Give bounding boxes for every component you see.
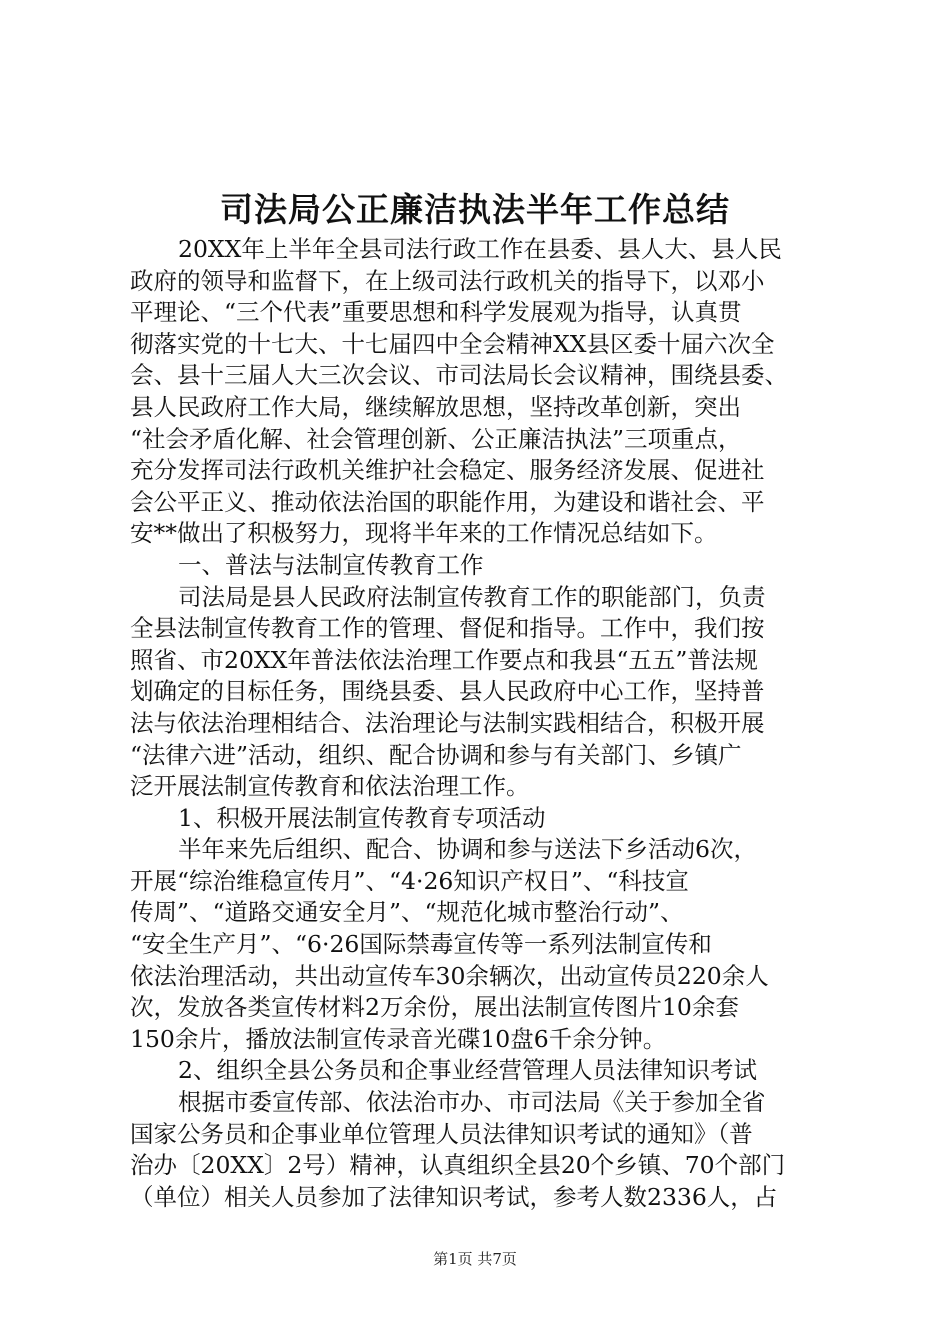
page-footer: 第1页 共7页 <box>433 1250 517 1268</box>
text-line: 治办〔20XX〕2号）精神，认真组织全县20个乡镇、70个部门 <box>130 1151 786 1180</box>
text-line: 划确定的目标任务，围绕县委、县人民政府中心工作，坚持普 <box>130 677 765 706</box>
text-line: 会、县十三届人大三次会议、市司法局长会议精神，围绕县委、 <box>130 361 788 390</box>
text-line: 20XX年上半年全县司法行政工作在县委、县人大、县人民 <box>178 235 782 263</box>
text-line: 150余片，播放法制宣传录音光碟10盘6千余分钟。 <box>130 1024 667 1053</box>
text-line: 泛开展法制宣传教育和依法治理工作。 <box>130 772 530 801</box>
text-line: 一、普法与法制宣传教育工作 <box>178 550 484 579</box>
text-line: 充分发挥司法行政机关维护社会稳定、服务经济发展、促进社 <box>130 456 765 485</box>
text-line: 彻落实党的十七大、十七届四中全会精神XX县区委十届六次全 <box>130 329 775 358</box>
text-line: 1、积极开展法制宣传教育专项活动 <box>178 803 546 832</box>
text-line: 根据市委宣传部、依法治市办、市司法局《关于参加全省 <box>178 1088 766 1117</box>
text-line: 开展“综治维稳宣传月”、“4·26知识产权日”、“科技宣 <box>130 866 689 895</box>
text-line: 照省、市20XX年普法依法治理工作要点和我县“五五”普法规 <box>130 645 758 674</box>
text-line: “安全生产月”、“6·26国际禁毒宣传等一系列法制宣传和 <box>130 930 712 959</box>
text-line: 安**做出了积极努力，现将半年来的工作情况总结如下。 <box>130 519 718 548</box>
text-line: 传周”、“道路交通安全月”、“规范化城市整治行动”、 <box>130 898 684 927</box>
text-line: 全县法制宣传教育工作的管理、督促和指导。工作中，我们按 <box>130 614 765 643</box>
text-line: “法律六进”活动，组织、配合协调和参与有关部门、乡镇广 <box>130 740 742 769</box>
text-line: 县人民政府工作大局，继续解放思想，坚持改革创新，突出 <box>130 392 741 421</box>
text-line: 次，发放各类宣传材料2万余份，展出法制宣传图片10余套 <box>130 993 739 1022</box>
document-body <box>130 234 830 1213</box>
document-title: 司法局公正廉洁执法半年工作总结 <box>220 190 730 229</box>
text-line: “社会矛盾化解、社会管理创新、公正廉洁执法”三项重点， <box>130 424 742 453</box>
text-line: 国家公务员和企事业单位管理人员法律知识考试的通知》（普 <box>130 1119 753 1148</box>
text-line: 依法治理活动，共出动宣传车30余辆次，出动宣传员220余人 <box>130 961 769 990</box>
text-line: 半年来先后组织、配合、协调和参与送法下乡活动6次， <box>178 835 757 864</box>
text-line: （单位）相关人员参加了法律知识考试，参考人数2336人，占 <box>130 1182 778 1211</box>
text-line: 司法局是县人民政府法制宣传教育工作的职能部门，负责 <box>178 582 766 611</box>
text-line: 平理论、“三个代表”重要思想和科学发展观为指导，认真贯 <box>130 298 742 327</box>
text-line: 2、组织全县公务员和企事业经营管理人员法律知识考试 <box>178 1056 757 1085</box>
text-line: 会公平正义、推动依法治国的职能作用，为建设和谐社会、平 <box>130 487 765 516</box>
text-line: 政府的领导和监督下，在上级司法行政机关的指导下，以邓小 <box>130 266 765 295</box>
text-line: 法与依法治理相结合、法治理论与法制实践相结合，积极开展 <box>130 708 765 737</box>
